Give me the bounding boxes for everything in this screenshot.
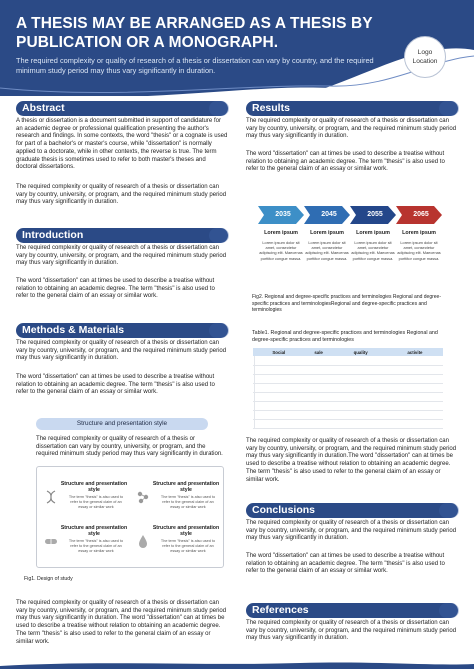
abstract-paragraph-2: The required complexity or quality of research of a thesis or dissertation can vary by country, university, or program, and the required minimum study period may thus vary significantly in duration. [16, 184, 227, 206]
methods-paragraph-3: The required complexity or quality of research of a thesis or dissertation can vary by country, university, or program, and the required minimum study period may thus vary significantly in duration. [36, 436, 223, 458]
logo-placeholder [404, 36, 446, 78]
abstract-heading: Abstract [16, 101, 228, 116]
table-1-caption: Table1. Regional and degree-specific practices and terminologies Regional and degree-specific practices and terminologies [252, 330, 438, 343]
methods-paragraph-1: The required complexity or quality of research of a thesis or dissertation can vary by country, university, or program, and the required minimum study period may thus vary significantly in duration. [16, 340, 227, 362]
poster-title: A THESIS MAY BE ARRANGED AS A THESIS BY PUBLICATION OR A MONOGRAPH. [16, 15, 373, 51]
table-header-cell: activite [387, 348, 443, 356]
figure-item-title: Structure and presentation style [60, 481, 128, 494]
figure-item-4 [133, 525, 223, 565]
introduction-paragraph-2: The word "dissertation" can at times be used to describe a treatise without relation to obtaining an academic degree. The term "thesis" is also used to refer to the general claim of an essay or similar work. [16, 278, 215, 300]
design-of-study-figure [36, 466, 224, 568]
figure-item-3 [41, 525, 131, 565]
poster-subtitle: The required complexity or quality of research of a thesis or dissertation can vary by country, and the required minimum study period may thus vary significantly in duration. [16, 56, 374, 75]
figure-item-desc: The term "thesis" is also used to refer to the general claim of an essay or similar work [68, 495, 124, 509]
references-heading: References [246, 603, 458, 618]
dna-icon [43, 489, 59, 505]
timeline-desc-4: Lorem ipsum dolor sit amet, consectetur adipiscing elit. Maecenas porttitor congue massa. [397, 240, 441, 261]
poster-footer-wave [0, 658, 474, 669]
methods-paragraph-4: The required complexity or quality of research of a thesis or dissertation can vary by country, university, or program, and the required minimum study period may thus vary significantly in duration. The word "dissertation" can at times be used to describe a treatise without relation to obtaining an academic degree. The term "thesis" is also used to refer to the general claim of an essay or similar work. [16, 600, 227, 645]
figure-item-title: Structure and presentation style [152, 481, 220, 494]
methods-heading: Methods & Materials [16, 323, 228, 338]
figure-item-2 [133, 481, 223, 521]
drop-icon [135, 533, 151, 549]
abstract-paragraph-1: A thesis or dissertation is a document submitted in support of candidature for an academic degree or professional qualification presenting the author's research and findings. In some contexts, the word "thesis" or a cognate is used for part of a bachelor's or master's course, while "dissertation" is normally applied to a doctorate, while in other contexts, the reverse is true. The term graduate thesis is sometimes used to refer to both master's theses and doctoral dissertations. [16, 118, 228, 171]
table-row [253, 374, 443, 383]
figure-item-desc: The term "thesis" is also used to refer to the general claim of an essay or similar work [160, 495, 216, 509]
timeline-year-4: 2065 [413, 211, 429, 218]
methods-paragraph-2: The word "dissertation" can at times be used to describe a treatise without relation to obtaining an academic degree. The term "thesis" is also used to refer to the general claim of an essay or similar work. [16, 374, 215, 396]
references-paragraph-1: The required complexity or quality of research of a thesis or dissertation can vary by country, university, or program, and the required minimum study period may thus vary significantly in duration. [246, 620, 457, 642]
timeline-year-1: 2035 [275, 211, 291, 218]
figure-item-1 [41, 481, 131, 521]
figure-1-caption: Fig1. Design of study [24, 576, 73, 582]
table-row [253, 383, 443, 392]
table-header-row [253, 348, 443, 356]
molecule-icon [135, 489, 151, 505]
table-row [253, 392, 443, 401]
structure-banner: Structure and presentation style [36, 418, 208, 430]
results-table [253, 348, 443, 429]
results-timeline [256, 200, 446, 280]
logo-line-1: Logo [417, 49, 433, 56]
figure-item-title: Structure and presentation style [152, 525, 220, 538]
figure-item-desc: The term "thesis" is also used to refer to the general claim of an essay or similar work [160, 539, 216, 553]
timeline-year-2: 2045 [321, 211, 337, 218]
timeline-year-3: 2055 [367, 211, 383, 218]
pill-icon [43, 533, 59, 549]
introduction-heading: Introduction [16, 228, 228, 243]
figure-item-title: Structure and presentation style [60, 525, 128, 538]
results-heading: Results [246, 101, 458, 116]
table-header-cell: quality [334, 348, 386, 356]
results-paragraph-1: The required complexity or quality of research of a thesis or dissertation can vary by country, university, or program, and the required minimum study period may thus vary significantly in duration. [246, 118, 457, 140]
results-paragraph-2: The word "dissertation" can at times be used to describe a treatise without relation to obtaining an academic degree. The term "thesis" is also used to refer to the general claim of an essay or similar work. [246, 151, 445, 173]
figure-item-desc: The term "thesis" is also used to refer to the general claim of an essay or similar work [68, 539, 124, 553]
conclusions-paragraph-1: The required complexity or quality of research of a thesis or dissertation can vary by country, university, or program, and the required minimum study period may thus vary significantly in duration. [246, 520, 457, 542]
timeline-title-3: Lorem ipsum [356, 230, 390, 236]
results-paragraph-3: The required complexity or quality of research of a thesis or dissertation can vary by country, university, or program, and the required minimum study period may thus vary significantly in duration.The word "dissertation" can at times be used to describe a treatise without relation to obtaining an academic degree. The term "thesis" is also used to refer to the general claim of an essay or similar work. [246, 438, 457, 483]
table-row [253, 410, 443, 419]
timeline-title-2: Lorem ipsum [310, 230, 344, 236]
table-header-cell: Social [255, 348, 303, 356]
figure-2-caption: Fig2. Regional and degree-specific practices and terminologies Regional and degree-specific practices and terminologiesRegional and degree-specific practices and terminologies [252, 294, 442, 314]
table-row [253, 401, 443, 410]
table-row [253, 356, 443, 365]
table-row [253, 365, 443, 374]
table-row [253, 419, 443, 428]
timeline-title-4: Lorem ipsum [402, 230, 436, 236]
timeline-desc-3: Lorem ipsum dolor sit amet, consectetur adipiscing elit. Maecenas porttitor congue massa. [351, 240, 395, 261]
introduction-paragraph-1: The required complexity or quality of research of a thesis or dissertation can vary by country, university, or program, and the required minimum study period may thus vary significantly in duration. [16, 245, 227, 267]
timeline-title-1: Lorem ipsum [264, 230, 298, 236]
timeline-desc-1: Lorem ipsum dolor sit amet, consectetur adipiscing elit. Maecenas porttitor congue massa. [259, 240, 303, 261]
conclusions-paragraph-2: The word "dissertation" can at times be used to describe a treatise without relation to obtaining an academic degree. The term "thesis" is also used to refer to the general claim of an essay or similar work. [246, 553, 445, 575]
table-header-cell: sale [303, 348, 335, 356]
timeline-desc-2: Lorem ipsum dolor sit amet, consectetur adipiscing elit. Maecenas porttitor congue massa. [305, 240, 349, 261]
poster-header [0, 0, 474, 96]
logo-line-2: Location [412, 58, 438, 65]
conclusions-heading: Conclusions [246, 503, 458, 518]
